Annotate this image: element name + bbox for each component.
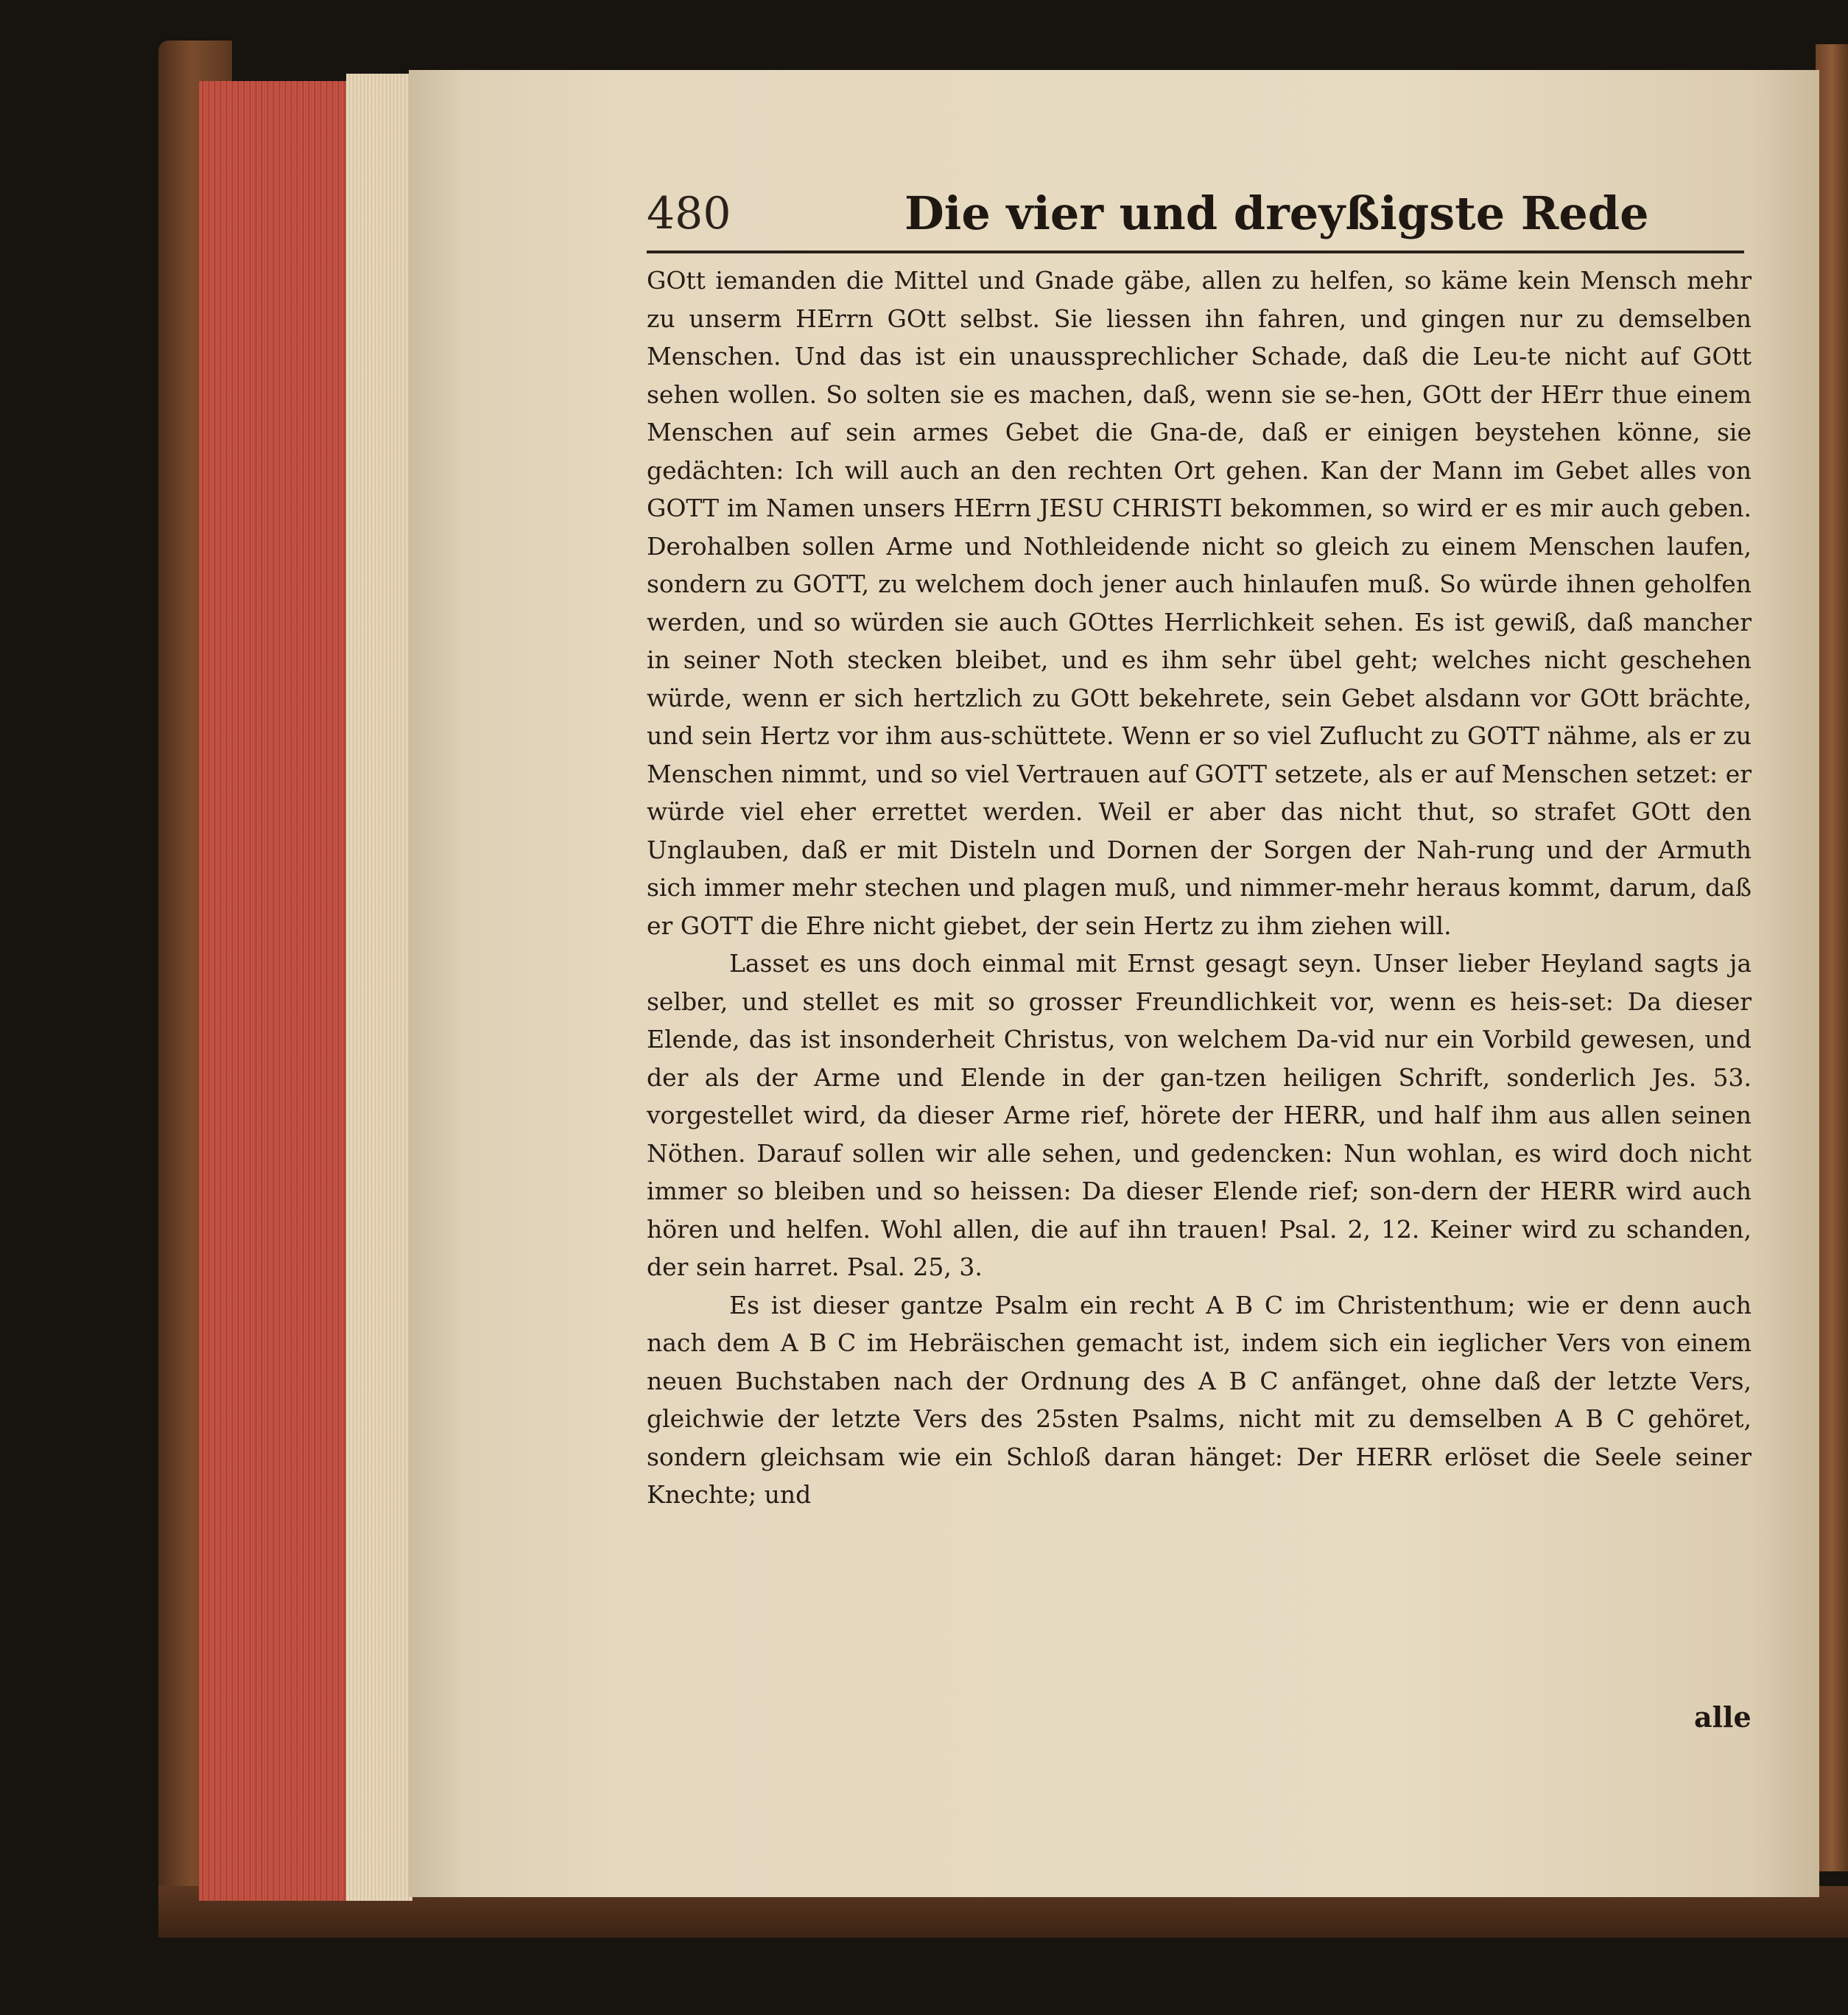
red-page-edges — [199, 81, 354, 1901]
catchword: alle — [1694, 1700, 1752, 1734]
running-title: Die vier und dreyßigste Rede — [904, 186, 1649, 240]
page-stack — [346, 74, 412, 1901]
paragraph-1: GOtt iemanden die Mittel und Gnade gäbe, allen zu helfen, so käme kein Mensch mehr zu unserm HErrn GOtt selbst. Sie liessen ihn fahren, und gingen nur zu demselben Menschen. Und das ist ein unaussprechlicher Schade, daß die Leu-te nicht auf GOtt sehen wollen. So solten sie es machen, daß, wenn sie se-hen, GOtt der HErr thue einem Menschen auf sein armes Gebet die Gna-de, daß er einigen beystehen könne, sie gedächten: Ich will auch an den rechten Ort gehen. Kan der Mann im Gebet alles von GOTT im Namen unsers HErrn JESU CHRISTI bekommen, so wird er es mir auch geben. Derohalben sollen Arme und Nothleidende nicht so gleich zu einem Menschen laufen, sondern zu GOTT, zu welchem doch jener auch hinlaufen muß. So würde ihnen geholfen werden, und so würden sie auch GOttes Herrlichkeit sehen. Es ist gewiß, daß mancher in seiner Noth stecken bleibet, und es ihm sehr übel geht; welches nicht geschehen würde, wenn er sich hertzlich zu GOtt bekehrete, sein Gebet alsdann vor GOtt brächte, und sein Hertz vor ihm aus-schüttete. Wenn er so viel Zuflucht zu GOTT nähme, als er zu Menschen nimmt, und so viel Vertrauen auf GOTT setzete, als er auf Menschen setzet: er würde viel eher errettet werden. Weil er aber das nicht thut, so strafet GOtt den Unglauben, daß er mit Disteln und Dornen der Sorgen der Nah-rung und der Armuth sich immer mehr stechen und plagen muß, und nimmer-mehr heraus kommt, darum, daß er GOTT die Ehre nicht giebet, der sein Hertz zu ihm ziehen will. — [647, 266, 1752, 940]
main-text — [647, 262, 1752, 1514]
page-number: 480 — [647, 188, 731, 239]
header-rule — [647, 250, 1744, 253]
book-cover-right-edge — [1816, 44, 1848, 1871]
paragraph-3: Es ist dieser gantze Psalm ein recht A B C im Christenthum; wie er denn auch nach dem A B C im Hebräischen gemacht ist, indem sich ein ieglicher Vers von einem neuen Buchstaben nach der Ordnung des A B C anfänget, ohne daß der letzte Vers, gleichwie der letzte Vers des 25sten Psalms, nicht mit zu demselben A B C gehöret, sondern gleichsam wie ein Schloß daran hänget: Der HERR erlöset die Seele seiner Knechte; und — [647, 1290, 1752, 1509]
paragraph-2: Lasset es uns doch einmal mit Ernst gesagt seyn. Unser lieber Heyland sagts ja selber, und stellet es mit so grosser Freundlichkeit vor, wenn es heis-set: Da dieser Elende, das ist insonderheit Christus, von welchem Da-vid nur ein Vorbild gewesen, und der als der Arme und Elende in der gan-tzen heiligen Schrift, sonderlich Jes. 53. vorgestellet wird, da dieser Arme rief, hörete der HERR, und half ihm aus allen seinen Nöthen. Darauf sollen wir alle sehen, und gedencken: Nun wohlan, es wird doch nicht immer so bleiben und so heissen: Da dieser Elende rief; son-dern der HERR wird auch hören und helfen. Wohl allen, die auf ihn trauen! Psal. 2, 12. Keiner wird zu schanden, der sein harret. Psal. 25, 3. — [647, 949, 1752, 1281]
